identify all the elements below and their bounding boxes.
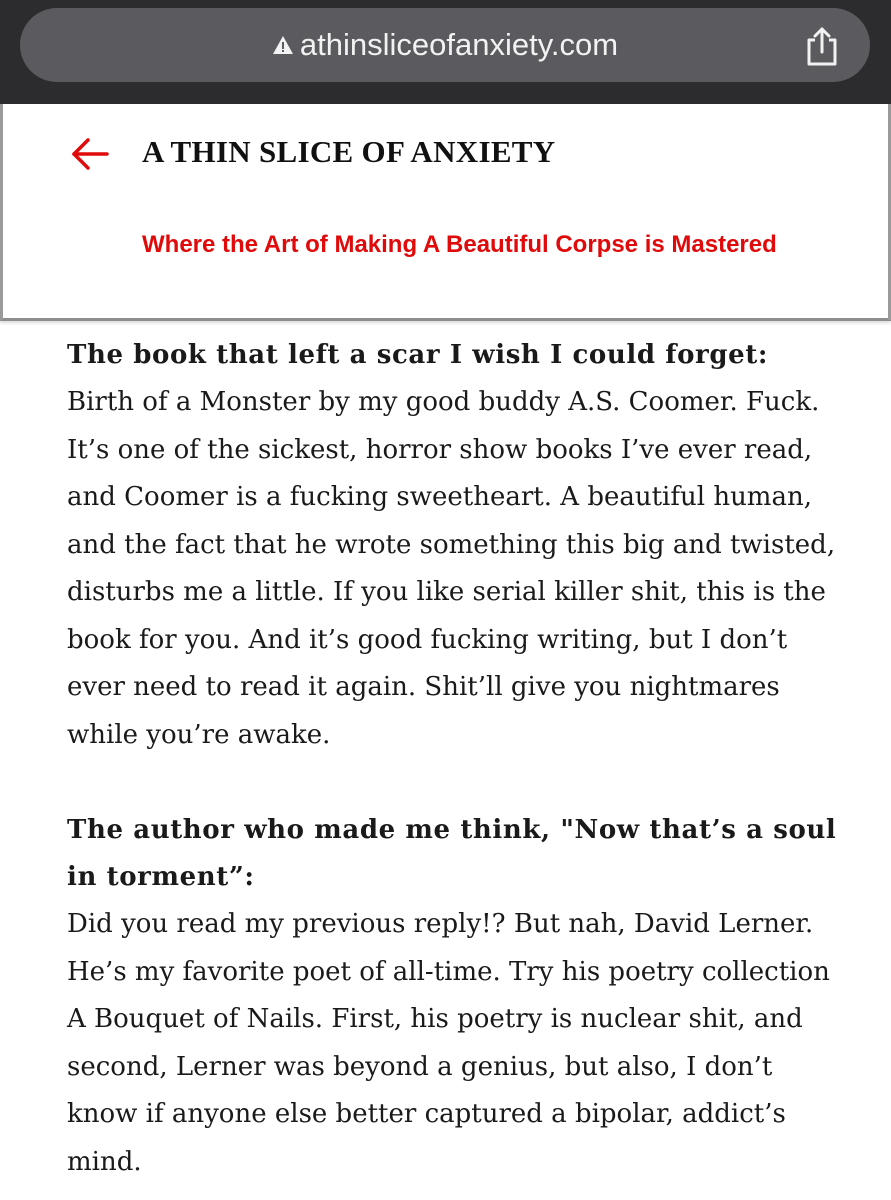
site-tagline: Where the Art of Making A Beautiful Corpse is Mastered <box>142 231 777 258</box>
warning-triangle-icon <box>272 34 294 56</box>
address-bar[interactable] <box>20 8 870 82</box>
url-text[interactable]: athinsliceofanxiety.com <box>299 27 619 62</box>
browser-toolbar <box>0 0 891 104</box>
back-arrow-icon[interactable] <box>70 136 110 172</box>
article-body <box>67 332 847 1186</box>
answer-paragraph: Birth of a Monster by my good buddy A.S. Coomer. Fuck. It’s one of the sickest, horror show books I’ve ever read, and Coomer is a fucking sweetheart. A beautiful human, and the fact that he wrote something this big and twisted, disturbs me a little. If you like serial killer shit, this is the book for you. And it’s good fucking writing, but I don’t ever need to read it again. Shit’ll give you nightmares while you’re awake. <box>67 387 836 750</box>
section-spacer <box>67 759 847 807</box>
question-heading: The book that left a scar I wish I could forget: <box>67 340 769 370</box>
address-bar-content <box>20 8 870 82</box>
question-heading: The author who made me think, "Now that’s a soul in torment”: <box>67 815 837 892</box>
site-title[interactable]: A THIN SLICE OF ANXIETY <box>142 134 556 169</box>
answer-paragraph: Did you read my previous reply!? But nah, David Lerner. He’s my favorite poet of all-time. Try his poetry collection A Bouquet of Nails. First, his poetry is nuclear shit, and second, Lerner was beyond a genius, but also, I don’t know if anyone else better captured a bipolar, addict’s mind. <box>67 909 830 1177</box>
header-border-left <box>0 104 3 320</box>
share-icon[interactable] <box>804 26 840 66</box>
